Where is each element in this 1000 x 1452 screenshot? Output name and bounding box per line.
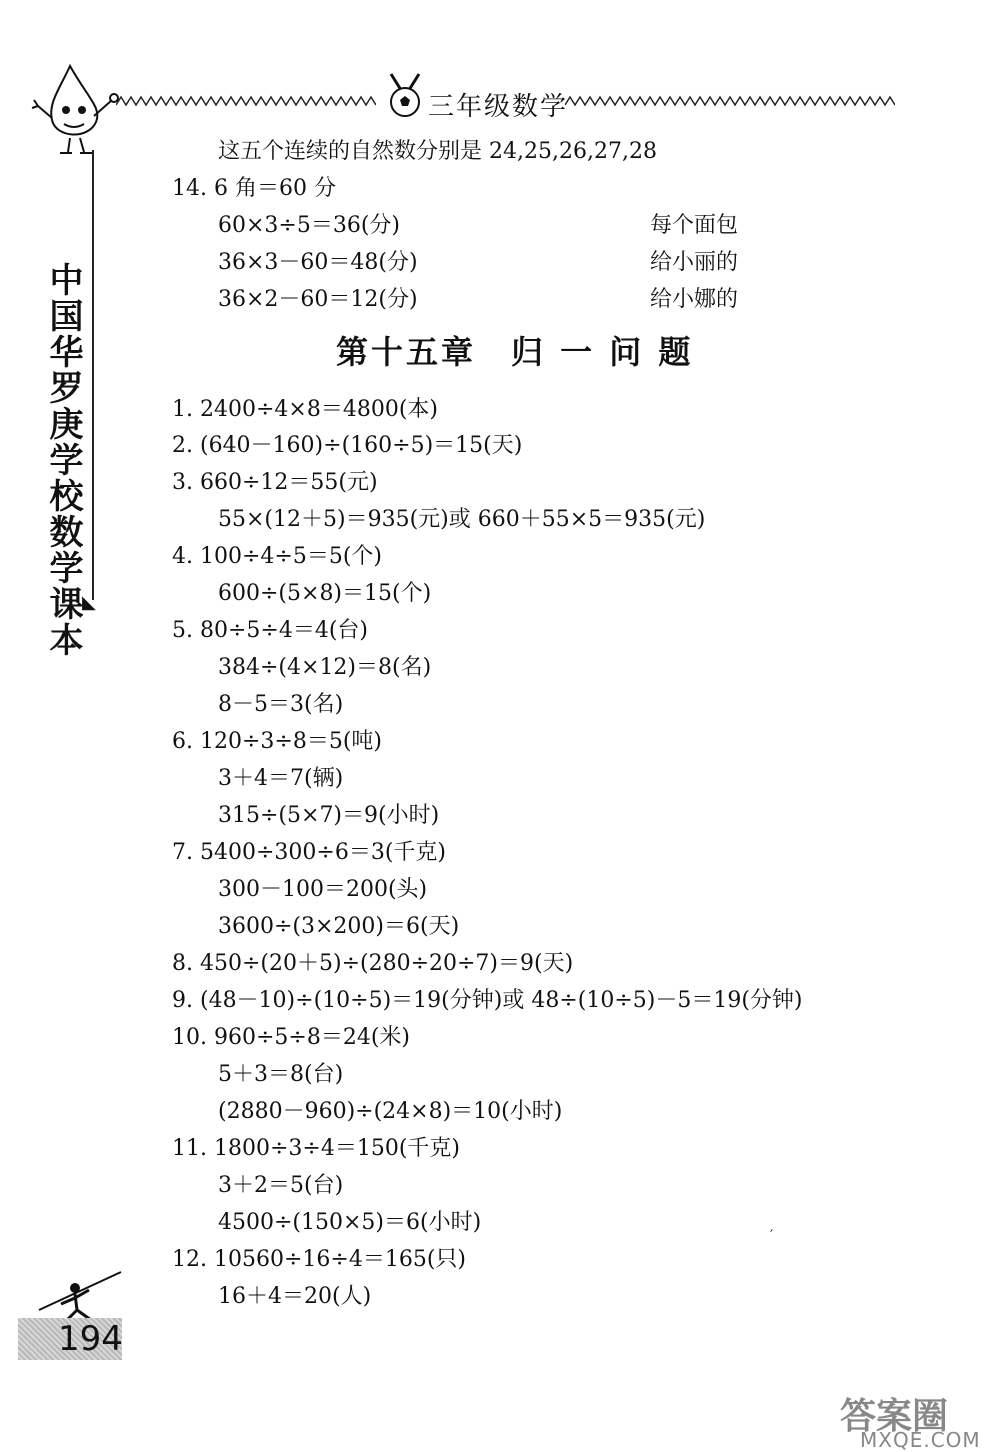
stray-mark: ′ [770,1228,774,1244]
answer-line: 这五个连续的自然数分别是 24,25,26,27,28 [218,139,657,164]
watermark-logo: 答案圈 [840,1396,949,1437]
answer-line: 8. 450÷(20＋5)÷(280÷20÷7)＝9(天) [172,951,574,976]
answer-line: 16＋4＝20(人) [218,1284,372,1309]
answer-line: 7. 5400÷300÷6＝3(千克) [172,840,446,865]
answer-line: 5＋3＝8(台) [218,1062,344,1087]
side-rule [92,150,94,600]
page-number: 194 [58,1319,123,1359]
answer-line: 14. 6 角＝60 分 [172,176,336,201]
answer-line: 315÷(5×7)＝9(小时) [218,803,440,828]
answer-line: 2. (640－160)÷(160÷5)＝15(天) [172,433,523,458]
answer-line: 9. (48－10)÷(10÷5)＝19(分钟)或 48÷(10÷5)－5＝19(分钟) [172,988,803,1013]
answer-line: 55×(12＋5)＝935(元)或 660＋55×5＝935(元) [218,507,706,532]
side-note: 每个面包 [650,213,739,238]
header-zigzag-right [565,93,895,107]
side-note: 给小娜的 [650,287,739,312]
chapter-title: 第十五章 归 一 问 题 [336,333,694,371]
answer-line: 5. 80÷5÷4＝4(台) [172,618,369,643]
answer-line: 384÷(4×12)＝8(名) [218,655,432,680]
answer-line: 11. 1800÷3÷4＝150(千克) [172,1136,460,1161]
side-arrow-icon: ◣ [82,592,96,613]
answer-line: (2880－960)÷(24×8)＝10(小时) [218,1099,563,1124]
answer-line: 3. 660÷12＝55(元) [172,470,378,495]
answer-line: 6. 120÷3÷8＝5(吨) [172,729,382,754]
side-title: 中国华罗庚学校数学课本 [43,262,83,658]
answer-line: 4500÷(150×5)＝6(小时) [218,1210,482,1235]
answer-line: 300－100＝200(头) [218,877,428,902]
watermark-text: MXQE.COM [860,1428,981,1452]
answer-line: 3＋4＝7(辆) [218,766,344,791]
answer-line: 36×2－60＝12(分) [218,287,418,312]
answer-line: 10. 960÷5÷8＝24(米) [172,1025,410,1050]
answer-line: 4. 100÷4÷5＝5(个) [172,544,382,569]
answer-line: 1. 2400÷4×8＝4800(本) [172,397,438,422]
drop-mascot-icon [30,58,130,158]
answer-line: 3＋2＝5(台) [218,1173,344,1198]
answer-line: 600÷(5×8)＝15(个) [218,581,432,606]
answer-line: 60×3÷5＝36(分) [218,213,401,238]
answer-line: 12. 10560÷16÷4＝165(只) [172,1247,466,1272]
answer-line: 36×3－60＝48(分) [218,250,418,275]
header-title: 三年级数学 [428,92,569,122]
side-note: 给小丽的 [650,250,739,275]
answer-line: 3600÷(3×200)＝6(天) [218,914,460,939]
answer-line: 8－5＝3(名) [218,692,344,717]
soccer-ball-icon [383,72,427,118]
header-zigzag-left [116,93,376,107]
